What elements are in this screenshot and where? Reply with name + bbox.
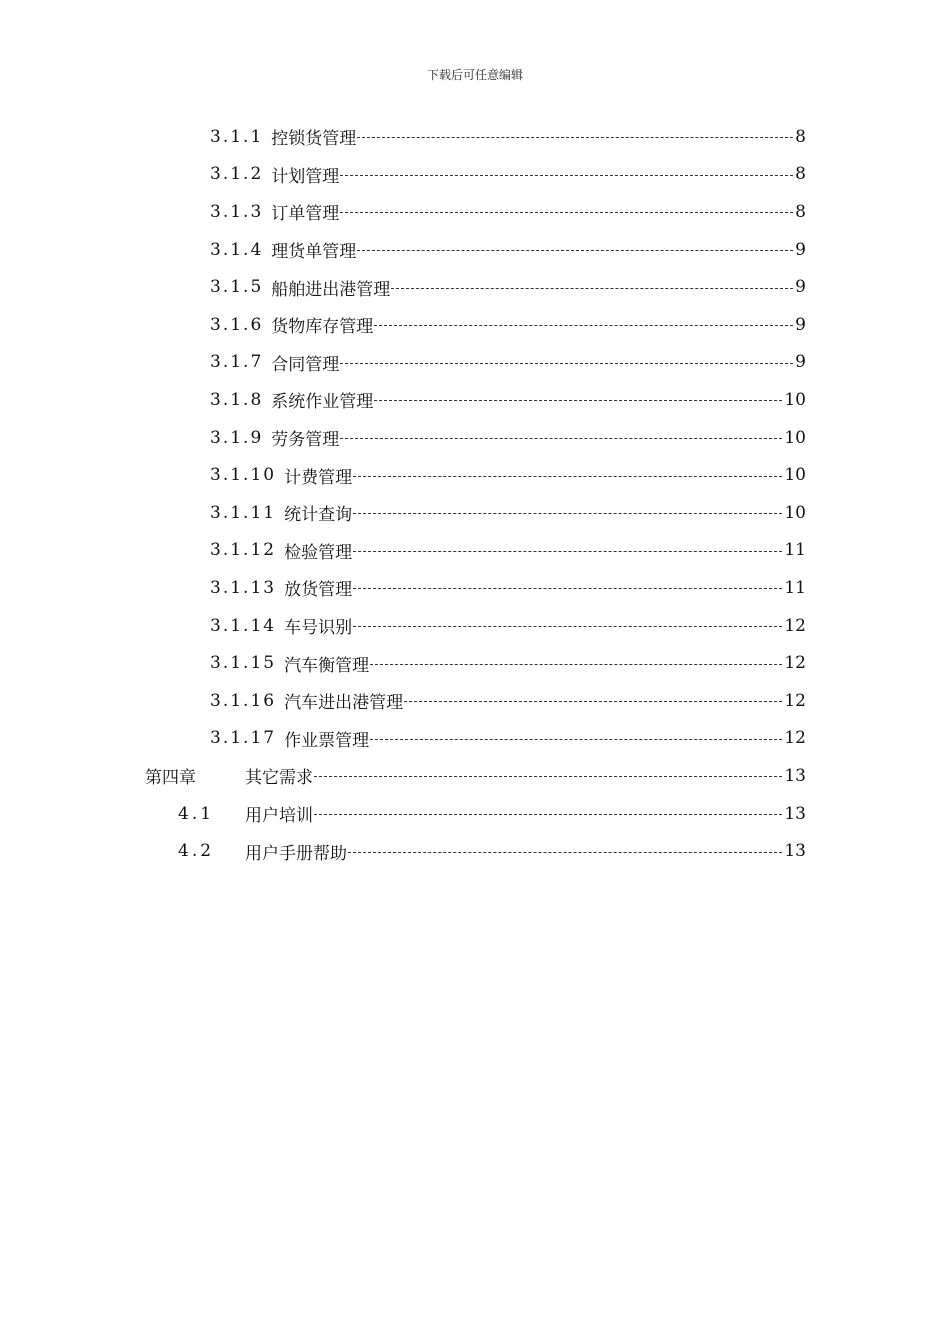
toc-entry-number: 3.1.1 <box>210 126 264 147</box>
toc-entry-page-number: 9 <box>795 277 806 298</box>
toc-leader-dashes <box>370 739 782 740</box>
toc-entry-number: 3.1.17 <box>210 728 277 749</box>
toc-entry-number: 3.1.9 <box>210 427 264 448</box>
toc-entry-number: 3.1.3 <box>210 201 264 222</box>
toc-entry-number: 4.1 <box>178 803 215 824</box>
toc-entry-title: 其它需求 <box>245 768 313 789</box>
toc-entry-number: 3.1.15 <box>210 653 277 674</box>
toc-entry-number: 3.1.10 <box>210 465 277 486</box>
toc-entry-title: 货物库存管理 <box>271 317 374 338</box>
toc-entry-title: 用户手册帮助 <box>245 843 347 864</box>
toc-entry-title: 检验管理 <box>284 542 353 563</box>
toc-leader-dashes <box>340 438 782 439</box>
toc-leader-dashes <box>353 626 782 627</box>
toc-entry-page-number: 13 <box>784 841 806 862</box>
toc-entry-number: 3.1.8 <box>210 389 264 410</box>
toc-leader-dashes <box>357 137 793 138</box>
toc-leader-dashes <box>353 551 782 552</box>
toc-entry-page-number: 9 <box>795 239 806 260</box>
toc-entry[interactable] <box>210 494 806 532</box>
toc-entry-number: 3.1.5 <box>210 277 264 298</box>
toc-entry-number: 3.1.11 <box>210 502 277 523</box>
toc-entry-number: 3.1.4 <box>210 239 264 260</box>
toc-entry[interactable] <box>178 832 806 870</box>
toc-entry-page-number: 13 <box>784 803 806 824</box>
toc-entry-title: 统计查询 <box>284 505 353 526</box>
toc-entry-number: 3.1.13 <box>210 577 277 598</box>
toc-leader-dashes <box>353 476 782 477</box>
toc-entry-number: 4.2 <box>178 841 215 862</box>
toc-entry-page-number: 13 <box>784 765 806 786</box>
toc-entry-page-number: 12 <box>784 728 806 749</box>
toc-entry-number: 第四章 <box>145 768 196 789</box>
toc-entry-page-number: 10 <box>784 427 806 448</box>
toc-entry[interactable] <box>210 344 806 382</box>
toc-entry-title: 订单管理 <box>271 204 340 225</box>
toc-entry[interactable] <box>210 193 806 231</box>
toc-entry[interactable] <box>210 118 806 156</box>
toc-entry-number: 3.1.12 <box>210 540 277 561</box>
toc-entry-page-number: 9 <box>795 314 806 335</box>
toc-entry[interactable] <box>210 268 806 306</box>
toc-entry-number: 3.1.2 <box>210 164 264 185</box>
toc-entry-title: 合同管理 <box>271 354 340 375</box>
toc-entry-title: 车号识别 <box>284 618 353 639</box>
toc-entry-title: 汽车衡管理 <box>284 655 370 676</box>
toc-entry-title: 系统作业管理 <box>271 392 374 413</box>
toc-leader-dashes <box>357 250 793 251</box>
toc-entry-title: 计划管理 <box>271 166 340 187</box>
toc-entry-title: 作业票管理 <box>284 730 370 751</box>
toc-entry-page-number: 10 <box>784 465 806 486</box>
toc-leader-dashes <box>391 288 793 289</box>
toc-leader-dashes <box>340 212 793 213</box>
toc-leader-dashes <box>374 325 793 326</box>
toc-entry-number: 3.1.6 <box>210 314 264 335</box>
toc-leader-dashes <box>370 664 782 665</box>
toc-entry[interactable] <box>145 757 806 795</box>
toc-entry-page-number: 11 <box>784 540 806 561</box>
toc-entry-title: 理货单管理 <box>271 242 357 263</box>
toc-entry[interactable] <box>210 231 806 269</box>
toc-leader-dashes <box>353 588 782 589</box>
toc-entry[interactable] <box>178 795 806 833</box>
toc-entry-page-number: 8 <box>795 164 806 185</box>
toc-entry-page-number: 12 <box>784 615 806 636</box>
toc-leader-dashes <box>340 363 793 364</box>
toc-entry[interactable] <box>210 720 806 758</box>
toc-entry-page-number: 8 <box>795 201 806 222</box>
toc-entry[interactable] <box>210 156 806 194</box>
toc-entry-number: 3.1.14 <box>210 615 277 636</box>
toc-leader-dashes <box>314 814 782 815</box>
toc-leader-dashes <box>348 852 782 853</box>
toc-entry[interactable] <box>210 381 806 419</box>
toc-entry[interactable] <box>210 569 806 607</box>
toc-entry-title: 用户培训 <box>245 806 313 827</box>
toc-entry-page-number: 10 <box>784 502 806 523</box>
page-header: 下载后可任意编辑 <box>426 68 523 82</box>
toc-entry-title: 计费管理 <box>284 467 353 488</box>
toc-entry-title: 控锁货管理 <box>271 129 357 150</box>
toc-entry-title: 汽车进出港管理 <box>284 693 404 714</box>
toc-entry[interactable] <box>210 456 806 494</box>
toc-entry-page-number: 12 <box>784 653 806 674</box>
toc-entry-page-number: 11 <box>784 577 806 598</box>
toc-entry[interactable] <box>210 607 806 645</box>
toc-entry[interactable] <box>210 532 806 570</box>
toc-entry-title: 船舶进出港管理 <box>271 279 391 300</box>
toc-leader-dashes <box>353 513 782 514</box>
toc-entry[interactable] <box>210 644 806 682</box>
toc-leader-dashes <box>314 776 782 777</box>
toc-entry-page-number: 10 <box>784 389 806 410</box>
toc-leader-dashes <box>404 701 782 702</box>
toc-leader-dashes <box>340 175 793 176</box>
toc-entry-page-number: 8 <box>795 126 806 147</box>
toc-entry[interactable] <box>210 306 806 344</box>
toc-entry-number: 3.1.7 <box>210 352 264 373</box>
toc-leader-dashes <box>374 400 782 401</box>
toc-entry-title: 放货管理 <box>284 580 353 601</box>
toc-entry-page-number: 12 <box>784 690 806 711</box>
toc-entry[interactable] <box>210 419 806 457</box>
toc-entry-number: 3.1.16 <box>210 690 277 711</box>
toc-entry[interactable] <box>210 682 806 720</box>
toc-entry-title: 劳务管理 <box>271 430 340 451</box>
toc-entry-page-number: 9 <box>795 352 806 373</box>
